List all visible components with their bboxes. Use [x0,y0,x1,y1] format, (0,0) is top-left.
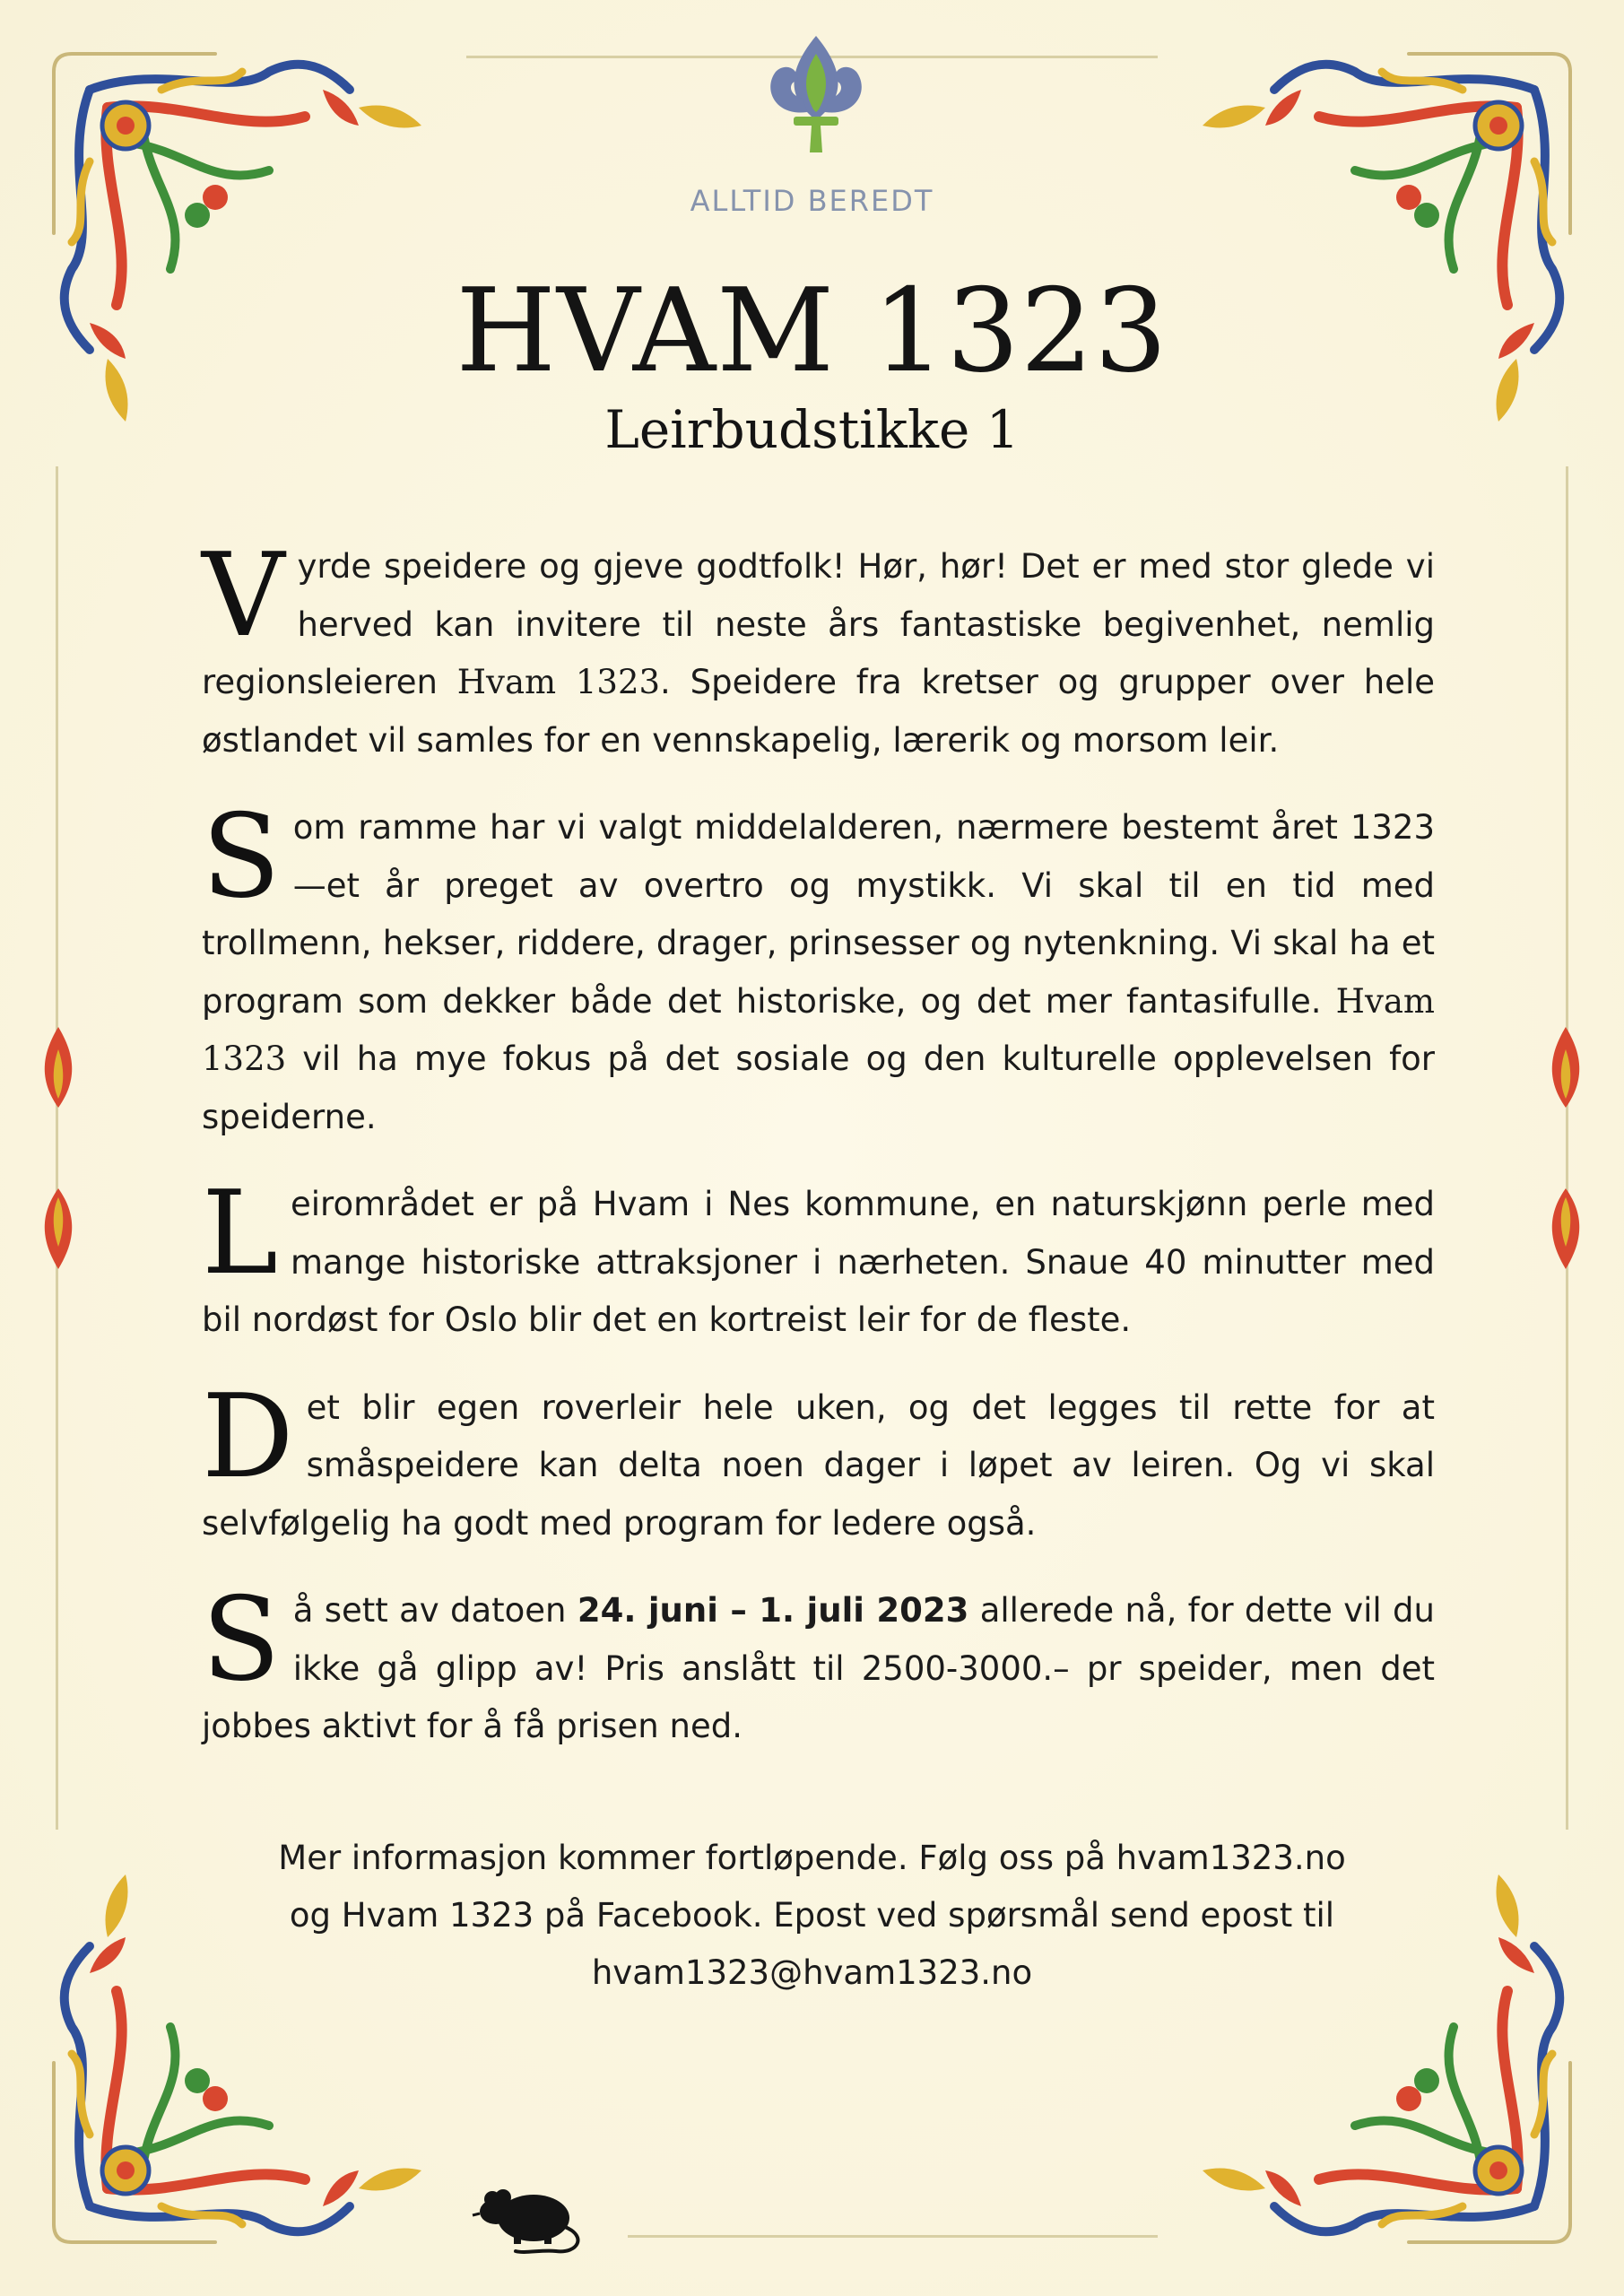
paragraph-text: et blir egen roverleir hele uken, og det legges til rette for at småspeidere kan delta noen dager i løpet av leiren. Og vi skal selvfølgelig ha godt med program for ledere også. [202,1387,1435,1543]
paragraph-text: eirområdet er på Hvam i Nes kommune, en naturskjønn perle med mange historiske attraksjoner i nærheten. Snaue 40 minutter med bil nordøst for Oslo blir det en kortreist leir for de fleste. [202,1185,1435,1339]
paragraph-text: om ramme har vi valgt middelalderen, nærmere bestemt året 1323—et år preget av overtro og mystikk. Vi skal til en tid med trollmenn, hekser, riddere, drager, prinsesser og nytenkning. Vi skal ha et program som dekker både det historiske, og det mer fantasifulle. [202,808,1435,1021]
paragraph-theme [202,790,1435,1146]
drop-cap: D [202,1370,294,1504]
drop-cap: V [202,529,285,663]
body-text [202,529,1435,1786]
paragraph-invitation [202,529,1435,770]
floral-bud-ornament-icon [1534,1022,1597,1112]
drop-cap: S [202,1573,281,1707]
border-line-left [56,466,58,1830]
border-line-right [1566,466,1568,1830]
paragraph-dates [202,1573,1435,1756]
paragraph-text: . Speidere fra kretser og grupper over hele østlandet vil samles for en vennskapelig, lærerik og morsom leir. [202,663,1435,760]
page-title: HVAM 1323 [456,265,1168,398]
drop-cap: S [202,790,281,924]
paragraph-text: å sett av datoen [292,1591,578,1630]
paragraph-text: vil ha mye fokus på det sosiale og den kulturelle opplevelsen for speiderne. [202,1039,1435,1136]
floral-bud-ornament-icon [27,1184,90,1274]
footer-email: hvam1323@hvam1323.no [591,1953,1033,1992]
footer-info [0,1830,1624,2002]
event-name: Hvam 1323 [456,663,661,701]
paragraph-location [202,1167,1435,1350]
footer-line: Mer informasjon kommer fortløpende. Følg oss på hvam1323.no [278,1839,1346,1877]
paragraph-text: yrde speidere og gjeve godtfolk! Hør, hør! Det er med stor glede vi herved kan invitere til neste års fantastiske begivenhet, nemlig regionsleieren [202,547,1435,701]
floral-bud-ornament-icon [1534,1184,1597,1274]
fleur-de-lis-icon [758,27,874,161]
footer-line: og Hvam 1323 på Facebook. Epost ved spørsmål send epost til [289,1896,1335,1935]
page-subtitle: Leirbudstikke 1 [604,399,1020,460]
rat-icon [471,2169,596,2258]
motto-text: ALLTID BEREDT [690,184,934,218]
border-line-bottom [628,2235,1158,2238]
event-dates: 24. juni – 1. juli 2023 [577,1591,969,1630]
event-name: Hvam 1323 [202,981,1435,1078]
drop-cap: L [202,1167,278,1300]
paragraph-text: allerede nå, for dette vil du ikke gå glipp av! Pris anslått til 2500-3000.– pr speider, men det jobbes aktivt for å få prisen ned. [202,1591,1435,1745]
floral-bud-ornament-icon [27,1022,90,1112]
paragraph-rover [202,1370,1435,1553]
